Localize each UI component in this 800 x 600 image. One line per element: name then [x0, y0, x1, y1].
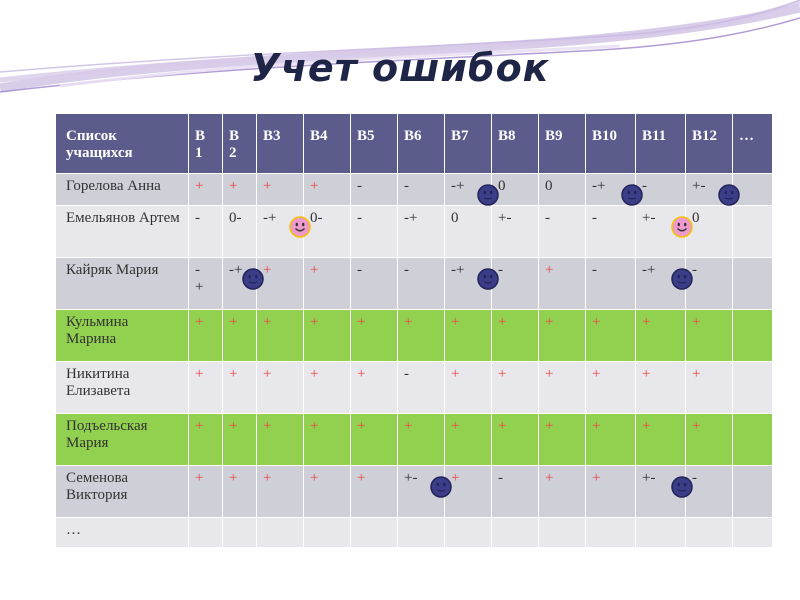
- header-column-4: В4: [304, 114, 351, 174]
- sad-face-icon: [477, 184, 499, 206]
- grade-cell: [398, 518, 445, 548]
- grade-cell: [189, 518, 223, 548]
- header-student-list: Список учащихся: [56, 114, 189, 174]
- student-name: Горелова Анна: [56, 174, 189, 206]
- grade-cell: [539, 206, 586, 258]
- grade-cell: [351, 258, 398, 310]
- grade-cell: [304, 466, 351, 518]
- grade-cell: [257, 518, 304, 548]
- sad-face-icon: [242, 268, 264, 290]
- table-row: [56, 174, 773, 206]
- grade-mark: +: [357, 366, 366, 382]
- sad-face-icon: [621, 184, 643, 206]
- grade-mark: -: [545, 210, 550, 226]
- grade-cell: [636, 466, 686, 518]
- grade-cell: [733, 362, 773, 414]
- grade-cell: [223, 362, 257, 414]
- grade-mark: +: [692, 314, 701, 330]
- grade-cell: [398, 414, 445, 466]
- grade-mark: - +: [195, 262, 204, 295]
- grade-mark: -: [357, 178, 362, 194]
- grade-cell: [223, 414, 257, 466]
- sad-face-icon: [671, 268, 693, 290]
- grade-cell: [636, 414, 686, 466]
- grade-cell: [398, 174, 445, 206]
- header-column-8: В8: [492, 114, 539, 174]
- grade-cell: [189, 258, 223, 310]
- grade-cell: [257, 310, 304, 362]
- table-row: [56, 362, 773, 414]
- grade-mark: +: [229, 314, 238, 330]
- grade-cell: [223, 466, 257, 518]
- grade-cell: [586, 310, 636, 362]
- grade-cell: [257, 466, 304, 518]
- grade-cell: [586, 174, 636, 206]
- grade-cell: [304, 414, 351, 466]
- grade-cell: [636, 362, 686, 414]
- grade-cell: [636, 206, 686, 258]
- student-name: …: [56, 518, 189, 548]
- grade-mark: +: [195, 314, 204, 330]
- grade-mark: -: [404, 366, 409, 382]
- grade-mark: +: [310, 470, 319, 486]
- grade-mark: +: [592, 314, 601, 330]
- header-column-7: В7: [445, 114, 492, 174]
- grade-mark: 0: [692, 210, 700, 226]
- grade-mark: +: [357, 470, 366, 486]
- grade-cell: [223, 206, 257, 258]
- table-row: [56, 310, 773, 362]
- grade-mark: 0: [545, 178, 553, 194]
- grade-mark: -: [404, 178, 409, 194]
- grade-mark: +: [310, 366, 319, 382]
- table-row: [56, 258, 773, 310]
- grade-cell: [304, 362, 351, 414]
- grade-mark: +: [263, 418, 272, 434]
- grade-mark: +: [545, 262, 554, 278]
- grade-mark: -: [498, 470, 503, 486]
- grade-mark: 0: [498, 178, 506, 194]
- header-column-12: В12: [686, 114, 733, 174]
- header-column-11: В11: [636, 114, 686, 174]
- table-header-row: [56, 114, 773, 174]
- student-name: Никитина Елизавета: [56, 362, 189, 414]
- grade-cell: [445, 518, 492, 548]
- grade-cell: [539, 466, 586, 518]
- grade-mark: +: [229, 418, 238, 434]
- grade-mark: -: [357, 210, 362, 226]
- grade-mark: -+: [229, 262, 243, 278]
- grade-mark: 0: [451, 210, 459, 226]
- grade-mark: 0-: [229, 210, 242, 226]
- sad-face-icon: [477, 268, 499, 290]
- student-name: Кайряк Мария: [56, 258, 189, 310]
- grade-cell: [539, 310, 586, 362]
- grade-mark: +: [404, 314, 413, 330]
- grade-mark: -: [498, 262, 503, 278]
- grade-mark: +: [263, 470, 272, 486]
- grade-mark: +: [310, 314, 319, 330]
- grade-cell: [445, 310, 492, 362]
- grade-mark: +-: [498, 210, 512, 226]
- grade-cell: [445, 258, 492, 310]
- grade-cell: [257, 174, 304, 206]
- grade-mark: +: [642, 418, 651, 434]
- grade-mark: +: [642, 314, 651, 330]
- grade-mark: +: [692, 418, 701, 434]
- grade-cell: [733, 206, 773, 258]
- header-column-9: В9: [539, 114, 586, 174]
- grade-mark: -+: [642, 262, 656, 278]
- grade-cell: [586, 258, 636, 310]
- grade-mark: -: [642, 178, 647, 194]
- grade-cell: [492, 518, 539, 548]
- grade-mark: -+: [592, 178, 606, 194]
- grade-mark: +: [310, 178, 319, 194]
- grade-cell: [733, 310, 773, 362]
- sad-face-icon: [718, 184, 740, 206]
- grade-cell: [398, 362, 445, 414]
- header-column-13: …: [733, 114, 773, 174]
- grade-mark: +: [195, 418, 204, 434]
- grade-mark: +-: [692, 178, 706, 194]
- grade-mark: +: [451, 418, 460, 434]
- grade-mark: +: [545, 470, 554, 486]
- grade-cell: [539, 414, 586, 466]
- header-column-10: В10: [586, 114, 636, 174]
- grade-cell: [586, 466, 636, 518]
- grade-mark: +: [357, 418, 366, 434]
- grade-cell: [586, 414, 636, 466]
- grade-mark: +: [545, 418, 554, 434]
- grade-mark: -+: [263, 210, 277, 226]
- grade-cell: [351, 518, 398, 548]
- grade-mark: +: [310, 418, 319, 434]
- grade-mark: +-: [404, 470, 418, 486]
- grade-cell: [492, 466, 539, 518]
- grade-mark: +: [263, 178, 272, 194]
- student-name: Семенова Виктория: [56, 466, 189, 518]
- grade-cell: [351, 206, 398, 258]
- grade-cell: [223, 518, 257, 548]
- grade-mark: +: [263, 366, 272, 382]
- grade-cell: [586, 362, 636, 414]
- grade-cell: [636, 174, 686, 206]
- grade-cell: [686, 310, 733, 362]
- student-name: Кульмина Марина: [56, 310, 189, 362]
- grade-cell: [686, 414, 733, 466]
- student-name: Емельянов Артем: [56, 206, 189, 258]
- grade-cell: [189, 174, 223, 206]
- grade-cell: [445, 174, 492, 206]
- grade-mark: +: [404, 418, 413, 434]
- grade-cell: [189, 206, 223, 258]
- grade-cell: [492, 414, 539, 466]
- grade-mark: +: [592, 470, 601, 486]
- grade-mark: -: [592, 262, 597, 278]
- grade-cell: [733, 466, 773, 518]
- header-column-2: В 2: [223, 114, 257, 174]
- grade-cell: [398, 466, 445, 518]
- grade-mark: +: [498, 418, 507, 434]
- grade-cell: [304, 310, 351, 362]
- grade-mark: +: [498, 366, 507, 382]
- grade-mark: -+: [404, 210, 418, 226]
- grade-mark: -+: [451, 178, 465, 194]
- grade-cell: [189, 414, 223, 466]
- grade-cell: [733, 414, 773, 466]
- grade-mark: -: [692, 470, 697, 486]
- header-column-6: В6: [398, 114, 445, 174]
- grade-mark: +: [498, 314, 507, 330]
- grade-cell: [398, 206, 445, 258]
- grade-cell: [304, 174, 351, 206]
- table-row: [56, 518, 773, 548]
- grade-cell: [445, 362, 492, 414]
- grade-cell: [636, 518, 686, 548]
- grade-mark: -+: [451, 262, 465, 278]
- grade-mark: +: [592, 366, 601, 382]
- grade-mark: +: [451, 314, 460, 330]
- grade-cell: [686, 518, 733, 548]
- grade-mark: +: [195, 366, 204, 382]
- happy-face-icon: [671, 216, 693, 238]
- header-column-5: В5: [351, 114, 398, 174]
- grade-mark: -: [404, 262, 409, 278]
- grade-mark: -: [592, 210, 597, 226]
- grade-mark: +: [195, 178, 204, 194]
- grade-mark: +: [195, 470, 204, 486]
- grade-cell: [686, 362, 733, 414]
- sad-face-icon: [430, 476, 452, 498]
- grade-mark: +: [229, 178, 238, 194]
- grade-mark: +: [692, 366, 701, 382]
- grade-cell: [223, 310, 257, 362]
- grade-mark: +-: [642, 210, 656, 226]
- grade-cell: [492, 362, 539, 414]
- grade-mark: +: [545, 314, 554, 330]
- grade-cell: [539, 362, 586, 414]
- sad-face-icon: [671, 476, 693, 498]
- grade-cell: [189, 310, 223, 362]
- grade-mark: +: [310, 262, 319, 278]
- grade-mark: +: [545, 366, 554, 382]
- happy-face-icon: [289, 216, 311, 238]
- table-row: [56, 206, 773, 258]
- grade-mark: -: [357, 262, 362, 278]
- header-column-3: В3: [257, 114, 304, 174]
- grade-cell: [733, 518, 773, 548]
- grade-mark: +: [263, 314, 272, 330]
- grade-cell: [445, 206, 492, 258]
- grade-cell: [351, 310, 398, 362]
- grade-mark: +: [592, 418, 601, 434]
- grade-cell: [686, 174, 733, 206]
- grade-cell: [304, 258, 351, 310]
- grade-mark: +: [263, 262, 272, 278]
- grade-mark: +: [229, 366, 238, 382]
- grade-mark: +: [451, 366, 460, 382]
- error-tracking-table: [55, 113, 773, 548]
- grade-cell: [586, 518, 636, 548]
- student-name: Подъельская Мария: [56, 414, 189, 466]
- grade-cell: [636, 310, 686, 362]
- grade-cell: [492, 206, 539, 258]
- table-row: [56, 466, 773, 518]
- grade-mark: +: [642, 366, 651, 382]
- grade-cell: [351, 174, 398, 206]
- grade-mark: -: [195, 210, 200, 226]
- grade-cell: [223, 258, 257, 310]
- grade-mark: 0-: [310, 210, 323, 226]
- grade-cell: [539, 518, 586, 548]
- grade-mark: +: [451, 470, 460, 486]
- grade-cell: [189, 362, 223, 414]
- grade-cell: [398, 258, 445, 310]
- header-column-1: В 1: [189, 114, 223, 174]
- grade-cell: [733, 258, 773, 310]
- grade-cell: [257, 414, 304, 466]
- page-title: Учет ошибок: [250, 46, 550, 90]
- table-row: [56, 414, 773, 466]
- grade-cell: [636, 258, 686, 310]
- grade-cell: [257, 206, 304, 258]
- grade-cell: [398, 310, 445, 362]
- grade-cell: [586, 206, 636, 258]
- grade-cell: [539, 258, 586, 310]
- grade-cell: [445, 414, 492, 466]
- grade-cell: [223, 174, 257, 206]
- grade-cell: [257, 362, 304, 414]
- grade-mark: +-: [642, 470, 656, 486]
- grade-cell: [304, 518, 351, 548]
- grade-cell: [492, 310, 539, 362]
- grade-cell: [351, 466, 398, 518]
- grade-cell: [351, 414, 398, 466]
- grade-cell: [351, 362, 398, 414]
- grade-mark: -: [692, 262, 697, 278]
- grade-mark: +: [357, 314, 366, 330]
- grade-mark: +: [229, 470, 238, 486]
- grade-cell: [189, 466, 223, 518]
- grade-cell: [539, 174, 586, 206]
